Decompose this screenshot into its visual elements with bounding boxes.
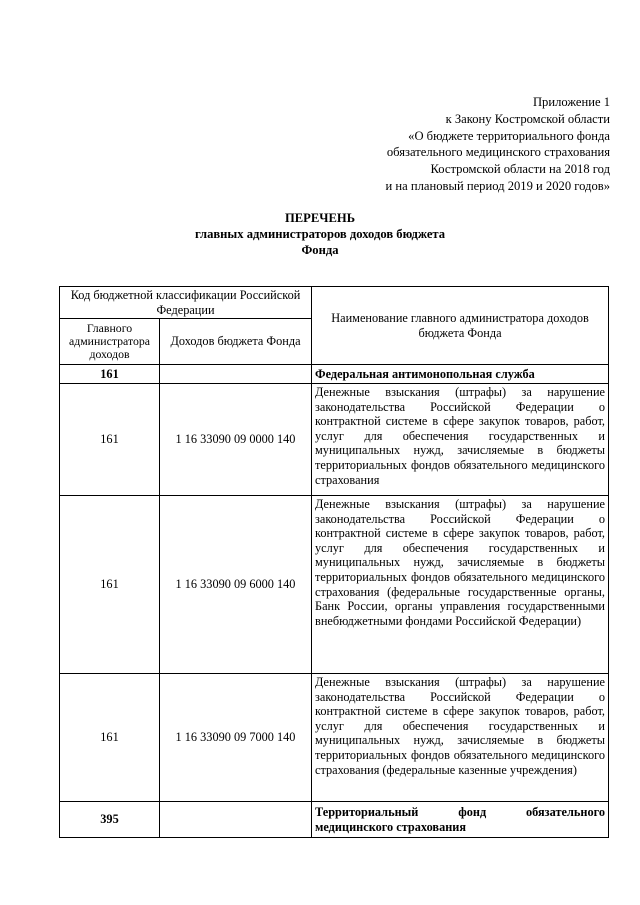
appendix-line: Приложение 1 [532, 95, 610, 109]
cell-name: Денежные взыскания (штрафы) за нарушение законодательства Российской Федерации о контрактной системе в сфере закупок товаров, работ, услуг для обеспечения государственных и муниципальных нужд, зачисляемые в бюджеты территориальных фондов обязательного медицинского страхования (федеральные казенные учреждения) [312, 674, 609, 802]
table-header-row [60, 287, 609, 319]
appendix-block [280, 94, 610, 195]
cell-admin: 161 [60, 674, 160, 802]
cell-name: Денежные взыскания (штрафы) за нарушение законодательства Российской Федерации о контрактной системе в сфере закупок товаров, работ, услуг для обеспечения государственных и муниципальных нужд, зачисляемые в бюджеты территориальных фондов обязательного медицинского страхования (федеральные государственные органы, Банк России, органы управления государственными внебюджетными фондами Российской Федерации) [312, 496, 609, 674]
appendix-line: Костромской области на 2018 год [430, 162, 610, 177]
appendix-line: обязательного медицинского страхования [386, 145, 610, 160]
administrators-table [59, 286, 609, 838]
cell-admin: 395 [60, 802, 160, 838]
header-name: Наименование главного администратора доходов бюджета Фонда [312, 287, 609, 365]
appendix-line: и на плановый период 2019 и 2020 годов» [385, 178, 610, 193]
cell-admin: 161 [60, 365, 160, 384]
heading-line: Фонда [301, 243, 339, 257]
table-row [60, 365, 609, 384]
cell-code [160, 365, 312, 384]
header-classification: Код бюджетной классификации Российской Федерации [60, 287, 312, 319]
cell-code: 1 16 33090 09 0000 140 [160, 384, 312, 496]
cell-name: Федеральная антимонопольная служба [312, 365, 609, 384]
header-income: Доходов бюджета Фонда [160, 319, 312, 365]
table-row [60, 496, 609, 674]
cell-name: Территориальный фонд обязательного медицинского страхования [312, 802, 609, 838]
appendix-line: к Закону Костромской области [445, 111, 610, 126]
cell-code: 1 16 33090 09 6000 140 [160, 496, 312, 674]
cell-admin: 161 [60, 496, 160, 674]
heading-title: ПЕРЕЧЕНЬ [284, 211, 356, 225]
cell-code: 1 16 33090 09 7000 140 [160, 674, 312, 802]
heading-line: главных администраторов доходов бюджета [194, 227, 446, 241]
cell-name: Денежные взыскания (штрафы) за нарушение законодательства Российской Федерации о контрактной системе в сфере закупок товаров, работ, услуг для обеспечения государственных и муниципальных нужд, зачисляемые в бюджеты территориальных фондов обязательного медицинского страхования [312, 384, 609, 496]
table-row [60, 802, 609, 838]
cell-code [160, 802, 312, 838]
table-row [60, 674, 609, 802]
appendix-line: «О бюджете территориального фонда [408, 128, 610, 143]
table-row [60, 384, 609, 496]
document-heading [0, 210, 640, 258]
header-admin: Главного администратора доходов [60, 319, 160, 365]
cell-admin: 161 [60, 384, 160, 496]
